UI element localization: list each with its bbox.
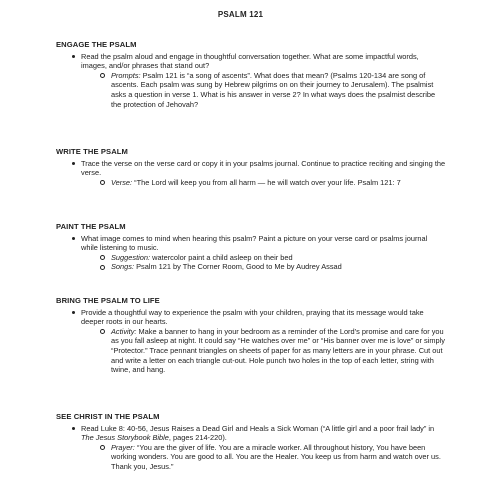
verse-label: Verse: xyxy=(111,177,133,187)
prompts-label: Prompts: xyxy=(111,70,141,80)
section-heading: SEE CHRIST IN THE PSALM xyxy=(56,412,160,421)
sub-bullet-prompts xyxy=(56,71,446,109)
sub-bullet-suggestion xyxy=(56,253,446,263)
bullet-item: Provide a thoughtful way to experience the psalm with your children, praying that its message would take deeper roots in our hearts. xyxy=(56,308,446,327)
activity-text: Make a banner to hang in your bedroom as a reminder of the Lord’s promise and care for you as you fall asleep at night. It could say “He watches over me” or “His banner over me is love” or simply “Protector.” Trace pennant triangles on sheets of paper for as many letters are in your phrase. Cut out and write a letter on each triangle cut-out. Hole punch two holes in the top of each letter, string with twine, and hang. xyxy=(111,326,445,375)
bullet-item: What image comes to mind when hearing this psalm? Paint a picture on your verse card or psalms journal while listening to music. xyxy=(56,234,446,253)
bullet-item xyxy=(56,424,446,443)
verse-text: “The Lord will keep you from all harm — he will watch over your life. Psalm 121: 7 xyxy=(132,177,401,187)
bullet-item: Read the psalm aloud and engage in thoughtful conversation together. What are some impactful words, images, and/or phrases that stand out? xyxy=(56,52,446,71)
prompts-text: Psalm 121 is “a song of ascents”. What does that mean? (Psalms 120-134 are song of ascents. Each psalm was sung by Hebrew pilgrims on on their journey to Jerusalem). The psalmist asks a question in verse 1. What is his answer in verse 2? In what ways does the psalmist describe the protection of Jehovah? xyxy=(111,70,436,109)
section-heading: BRING THE PSALM TO LIFE xyxy=(56,296,160,305)
sub-bullet-songs xyxy=(56,262,446,272)
suggestion-label: Suggestion: xyxy=(111,252,151,262)
songs-label: Songs: xyxy=(111,262,135,272)
section-heading: PAINT THE PSALM xyxy=(56,222,126,231)
section-see xyxy=(56,412,446,472)
prayer-label: Prayer: xyxy=(111,442,135,452)
songs-text: Psalm 121 by The Corner Room, Good to Me by Audrey Assad xyxy=(134,262,342,272)
section-write xyxy=(56,147,446,187)
bullet-text-pre: Read Luke 8: 40-56, Jesus Raises a Dead Girl and Heals a Sick Woman (“A little girl and a poor frail lady” in xyxy=(81,423,435,433)
section-bring xyxy=(56,296,446,375)
section-heading: WRITE THE PSALM xyxy=(56,147,128,156)
bullet-item: Trace the verse on the verse card or copy it in your psalms journal. Continue to practice reciting and singing the verse. xyxy=(56,159,446,178)
section-heading: ENGAGE THE PSALM xyxy=(56,40,137,49)
book-title: The Jesus Storybook Bible xyxy=(81,433,169,443)
bullet-text-post: , pages 214-220). xyxy=(168,433,227,443)
activity-label: Activity: xyxy=(111,326,137,336)
sub-bullet-prayer xyxy=(56,443,446,472)
prayer-text: “You are the giver of life. You are a miracle worker. All throughout history, You have been working wonders. You are good to all. You are the Healer. You keep us from harm and watch over us. Thank you, Jesus.” xyxy=(111,442,441,471)
sub-bullet-activity xyxy=(56,327,446,375)
section-engage xyxy=(56,40,446,109)
section-paint xyxy=(56,222,446,272)
suggestion-text: watercolor paint a child asleep on their bed xyxy=(150,252,293,262)
page-title: PSALM 121 xyxy=(217,10,264,19)
sub-bullet-verse xyxy=(56,178,446,188)
